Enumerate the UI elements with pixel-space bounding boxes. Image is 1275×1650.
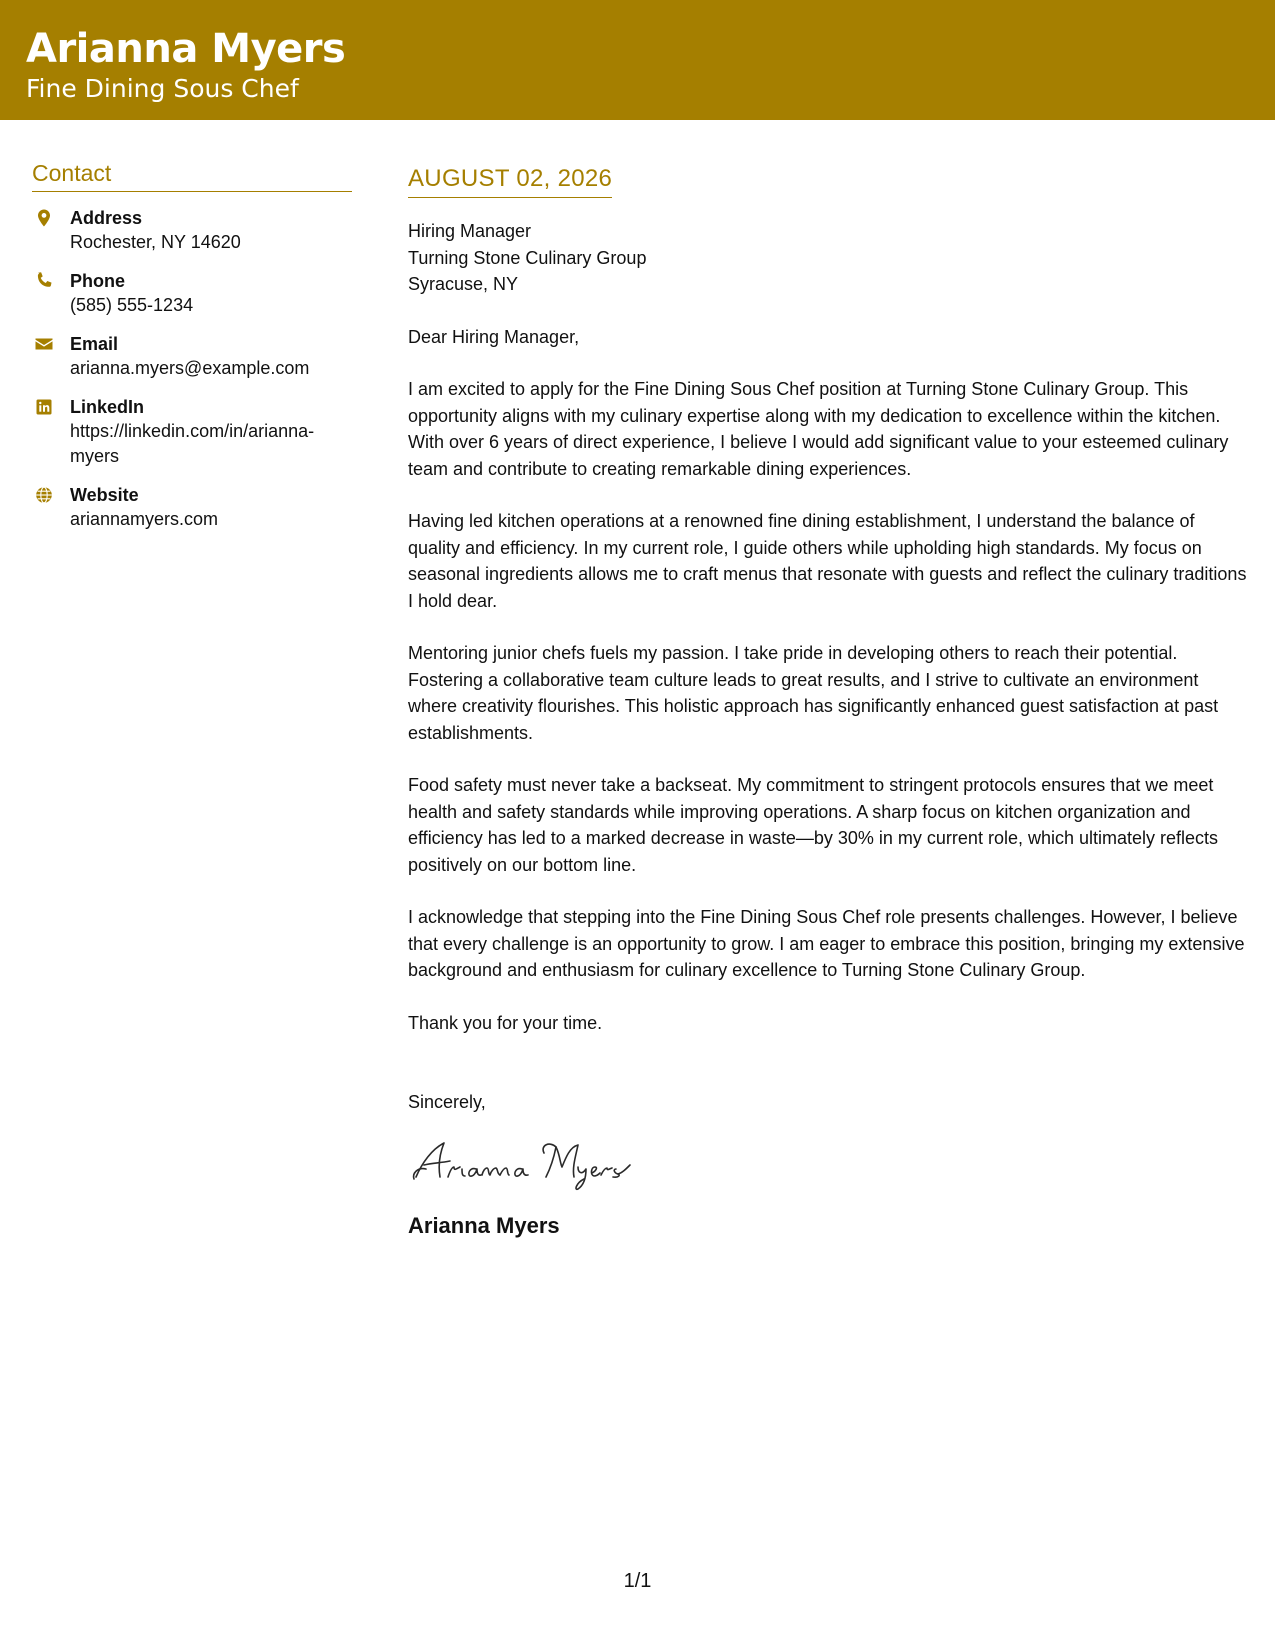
contact-phone bbox=[32, 269, 352, 318]
contact-address bbox=[32, 206, 352, 255]
recipient-block bbox=[408, 218, 1248, 298]
applicant-title: Fine Dining Sous Chef bbox=[26, 74, 299, 103]
recipient-name: Hiring Manager bbox=[408, 221, 532, 241]
contact-linkedin bbox=[32, 395, 352, 469]
paragraph-4: Food safety must never take a backseat. My commitment to stringent protocols ensures that we meet health and safety standards while improving operations. A sharp focus on kitchen organization and efficiency has led to a marked decrease in waste—by 30% in my current role, which ultimately reflects positively on our bottom line. bbox=[408, 775, 1219, 875]
contact-website bbox=[32, 483, 352, 532]
globe-icon bbox=[34, 485, 54, 505]
page-number: 1/1 bbox=[623, 1570, 652, 1592]
linkedin-value[interactable]: https://linkedin.com/in/arianna-myers bbox=[70, 421, 315, 466]
recipient-location: Syracuse, NY bbox=[408, 274, 519, 294]
paragraph-3: Mentoring junior chefs fuels my passion. I take pride in developing others to reach their potential. Fostering a collaborative team culture leads to great results, and I strive to cultivate an environment where creativity flourishes. This holistic approach has significantly enhanced guest satisfaction at past establishments. bbox=[408, 643, 1219, 743]
envelope-icon bbox=[34, 334, 54, 354]
sign-off: Sincerely, bbox=[408, 1092, 486, 1112]
contact-sidebar bbox=[32, 160, 352, 546]
phone-value: (585) 555-1234 bbox=[70, 295, 194, 315]
contact-heading: Contact bbox=[32, 160, 352, 192]
phone-label: Phone bbox=[70, 271, 126, 291]
linkedin-label: LinkedIn bbox=[70, 397, 145, 417]
website-value[interactable]: ariannamyers.com bbox=[70, 509, 219, 529]
address-value: Rochester, NY 14620 bbox=[70, 232, 241, 252]
recipient-company: Turning Stone Culinary Group bbox=[408, 247, 647, 268]
paragraph-1: I am excited to apply for the Fine Dining Sous Chef position at Turning Stone Culinary Group. This opportunity aligns with my culinary expertise along with my dedication to excellence within the kitchen. With over 6 years of direct experience, I believe I would add significant value to your esteemed culinary team and contribute to creating remarkable dining experiences. bbox=[408, 379, 1229, 479]
paragraph-5: I acknowledge that stepping into the Fine Dining Sous Chef role presents challenges. However, I believe that every challenge is an opportunity to grow. I am eager to embrace this position, bringing my extensive background and enthusiasm for culinary excellence to Turning Stone Culinary Group. bbox=[408, 907, 1245, 980]
applicant-name: Arianna Myers bbox=[26, 26, 346, 72]
phone-icon bbox=[34, 271, 54, 291]
handwritten-signature bbox=[410, 1133, 670, 1193]
letter-date: AUGUST 02, 2026 bbox=[408, 165, 612, 198]
contact-email bbox=[32, 332, 352, 381]
printed-name: Arianna Myers bbox=[408, 1213, 560, 1238]
header-banner bbox=[0, 0, 1275, 120]
address-label: Address bbox=[70, 208, 143, 228]
letter-body bbox=[408, 165, 1248, 1239]
closing-line: Thank you for your time. bbox=[408, 1012, 603, 1033]
paragraph-2: Having led kitchen operations at a renowned fine dining establishment, I understand the balance of quality and efficiency. In my current role, I guide others while upholding high standards. My focus on seasonal ingredients allows me to craft menus that resonate with guests and reflect the culinary traditions I hold dear. bbox=[408, 511, 1247, 611]
website-label: Website bbox=[70, 485, 139, 505]
linkedin-icon bbox=[34, 397, 54, 417]
map-pin-icon bbox=[34, 208, 54, 228]
email-value: arianna.myers@example.com bbox=[70, 358, 310, 378]
salutation: Dear Hiring Manager, bbox=[408, 326, 580, 347]
email-label: Email bbox=[70, 334, 119, 354]
